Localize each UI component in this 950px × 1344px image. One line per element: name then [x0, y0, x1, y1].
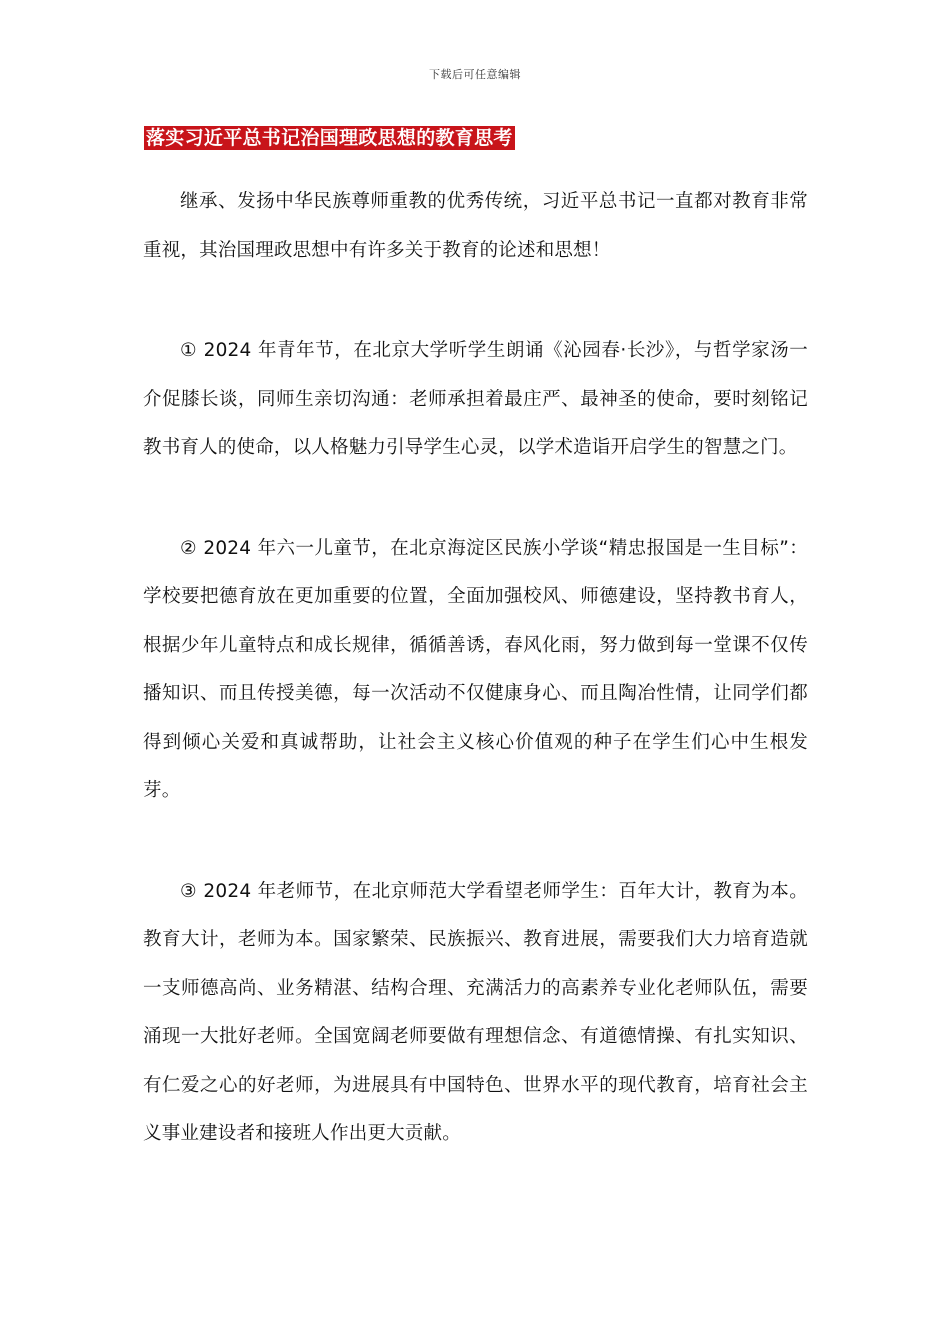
paragraph-intro: 继承、发扬中华民族尊师重教的优秀传统，习近平总书记一直都对教育非常重视，其治国理政思想中有许多关于教育的论述和思想！: [143, 191, 808, 261]
paragraph-item-3: ③ 2024 年老师节，在北京师范大学看望老师学生：百年大计，教育为本。教育大计，老师为本。国家繁荣、民族振兴、教育进展，需要我们大力培育造就一支师德高尚、业务精湛、结构合理、充满活力的高素养专业化老师队伍，需要涌现一大批好老师。全国宽阔老师要做有理想信念、有道德情操、有扎实知识、有仁爱之心的好老师，为进展具有中国特色、世界水平的现代教育，培育社会主义事业建设者和接班人作出更大贡献。: [143, 880, 808, 1144]
page-header-note: 下载后可任意编辑: [429, 68, 521, 81]
document-body: [143, 178, 808, 1211]
document-title: 落实习近平总书记治国理政思想的教育思考: [146, 127, 513, 149]
paragraph-item-2: ② 2024 年六一儿童节，在北京海淀区民族小学谈“精忠报国是一生目标”：学校要把德育放在更加重要的位置，全面加强校风、师德建设，坚持教书育人，根据少年儿童特点和成长规律，循循善诱，春风化雨，努力做到每一堂课不仅传播知识、而且传授美德，每一次活动不仅健康身心、而且陶冶性情，让同学们都得到倾心关爱和真诚帮助，让社会主义核心价值观的种子在学生们心中生根发芽。: [143, 537, 808, 801]
paragraph-item-1: ① 2024 年青年节，在北京大学听学生朗诵《沁园春·长沙》，与哲学家汤一介促膝长谈，同师生亲切沟通：老师承担着最庄严、最神圣的使命，要时刻铭记教书育人的使命，以人格魅力引导学生心灵，以学术造诣开启学生的智慧之门。: [143, 340, 808, 458]
